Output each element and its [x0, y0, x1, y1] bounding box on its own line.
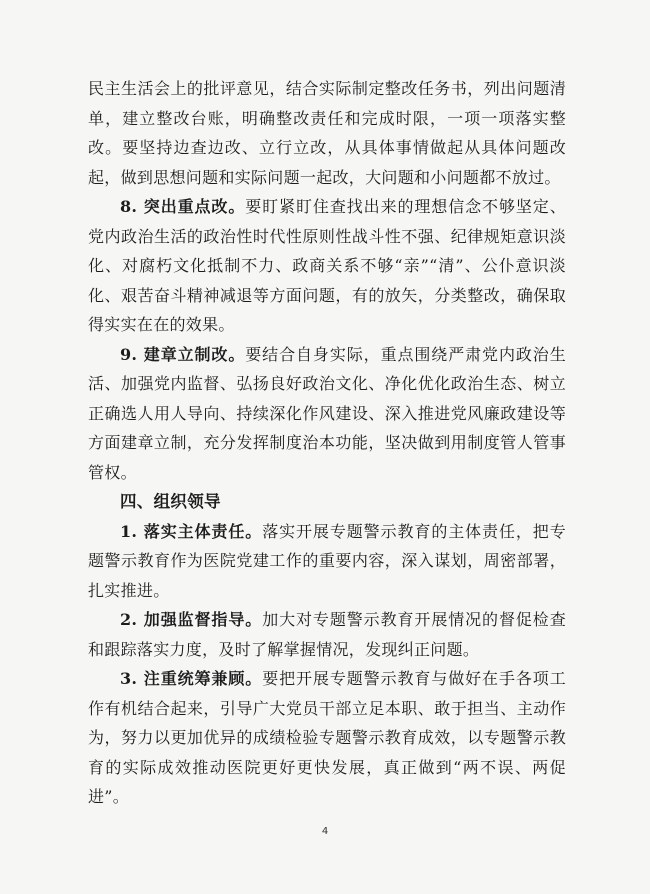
item-8-text: 要盯紧盯住查找出来的理想信念不够坚定、党内政治生活的政治性时代性原则性战斗性不强、纪律规矩意识淡化、对腐朽文化抵制不力、政商关系不够“亲”“清”、公仆意识淡化、艰苦奋斗精神减退等方面问题，有的放矢，分类整改，确保取得实实在在的效果。 [88, 197, 566, 334]
org-3-text: 要把开展专题警示教育与做好在手各项工作有机结合起来，引导广大党员干部立足本职、敢于担当、主动作为，努力以更加优异的成绩检验专题警示教育成效，以专题警示教育的实际成效推动医院更好更快发展，真正做到“两不误、两促进”。 [88, 669, 567, 806]
item-8-heading: 8. 突出重点改。 [120, 197, 246, 216]
section-title: 四、组织领导 [120, 492, 221, 511]
paragraph-item-9 [88, 340, 566, 488]
paragraph-org-2 [88, 605, 566, 664]
paragraph-item-8 [88, 192, 566, 340]
item-9-heading: 9. 建章立制改。 [120, 344, 246, 364]
document-body [88, 74, 566, 812]
org-1-text: 落实开展专题警示教育的主体责任，把专题警示教育作为医院党建工作的重要内容，深入谋划，周密部署，扎实推进。 [88, 521, 567, 600]
item-9-text: 要结合自身实际，重点围绕严肃党内政治生活、加强党内监督、弘扬良好政治文化、净化优化政治生态、树立正确选人用人导向、持续深化作风建设、深入推进党风廉政建设等方面建章立制，充分发挥制度治本功能，坚决做到用制度管人管事管权。 [88, 344, 566, 482]
paragraph-continuation: 民主生活会上的批评意见，结合实际制定整改任务书，列出问题清单，建立整改台账，明确整改责任和完成时限，一项一项落实整改。要坚持边查边改、立行立改，从具体事情做起从具体问题改起，做到思想问题和实际问题一起改，大问题和小问题都不放过。 [88, 79, 566, 187]
paragraph-org-3 [88, 664, 566, 812]
org-2-text: 加大对专题警示教育开展情况的督促检查和跟踪落实力度，及时了解掌握情况，发现纠正问题。 [88, 610, 567, 659]
org-3-heading: 3. 注重统筹兼顾。 [120, 669, 263, 688]
org-1-heading: 1. 落实主体责任。 [120, 521, 263, 541]
org-2-heading: 2. 加强监督指导。 [120, 610, 263, 629]
page-number: 4 [321, 826, 329, 837]
paragraph-org-1 [88, 517, 566, 606]
